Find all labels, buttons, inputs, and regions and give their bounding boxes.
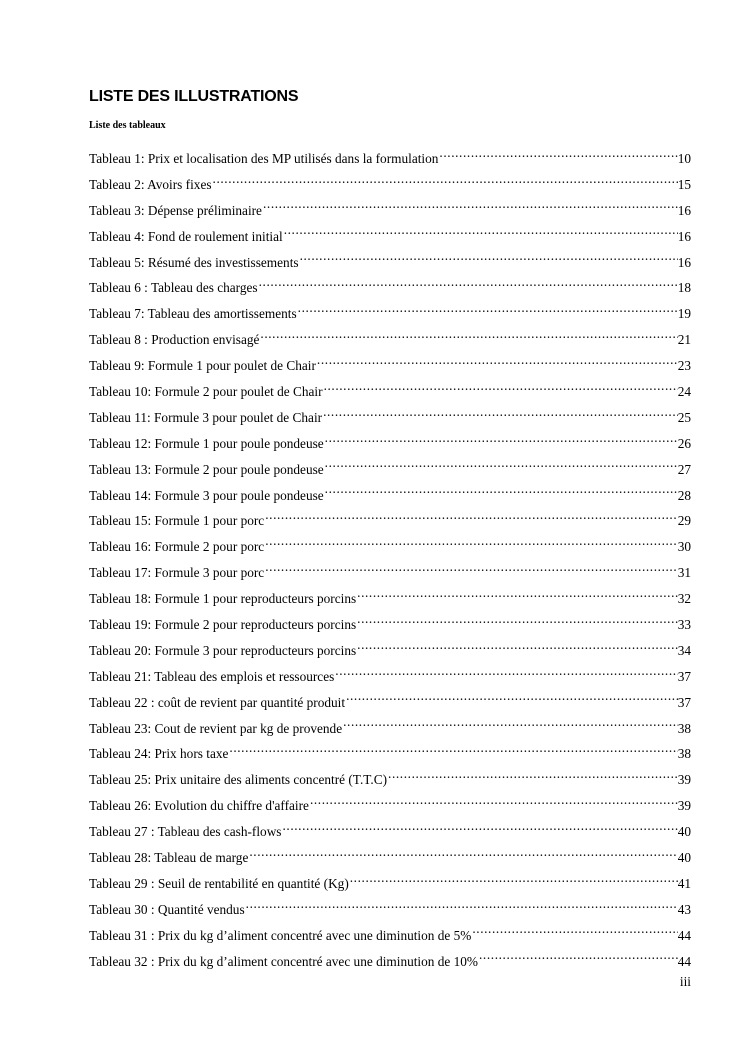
toc-entry-page: 38 [677,720,691,736]
toc-entry[interactable] [89,531,691,557]
toc-entry-page: 37 [677,694,691,710]
toc-entry-title: Tableau 24: Prix hors taxe [89,746,229,762]
toc-entry[interactable] [89,454,691,480]
dot-leader [316,350,678,370]
toc-entry-page: 41 [677,875,691,891]
dot-leader [334,661,677,681]
page-title: LISTE DES ILLUSTRATIONS [89,88,299,105]
toc-entry[interactable] [89,713,691,739]
toc-entry-page: 30 [677,539,691,555]
toc-entry-title: Tableau 3: Dépense préliminaire [89,202,262,218]
toc-entry[interactable] [89,143,691,169]
toc-entry[interactable] [89,350,691,376]
toc-entry[interactable] [89,298,691,324]
dot-leader [324,480,678,500]
toc-entry-title: Tableau 8 : Production envisagé [89,332,260,348]
toc-entry-page: 28 [677,487,691,503]
toc-entry-title: Tableau 18: Formule 1 pour reproducteurs porcins [89,591,357,607]
toc-entry-page: 31 [677,565,691,581]
toc-entry-page: 16 [677,228,691,244]
dot-leader [228,738,677,758]
toc-entry-title: Tableau 21: Tableau des emplois et ressources [89,668,335,684]
toc-entry-title: Tableau 15: Formule 1 pour porc [89,513,265,529]
toc-entry[interactable] [89,920,691,946]
toc-entry-title: Tableau 25: Prix unitaire des aliments concentré (T.T.C) [89,772,388,788]
toc-entry-page: 33 [677,617,691,633]
dot-leader [245,894,678,914]
toc-entry[interactable] [89,894,691,920]
toc-entry-page: 37 [677,668,691,684]
toc-entry-title: Tableau 13: Formule 2 pour poule pondeuse [89,461,324,477]
toc-entry-page: 34 [677,642,691,658]
toc-entry[interactable] [89,195,691,221]
toc-entry[interactable] [89,842,691,868]
toc-entry-title: Tableau 26: Evolution du chiffre d'affaire [89,798,309,814]
toc-entry-title: Tableau 6 : Tableau des charges [89,280,258,296]
toc-entry[interactable] [89,816,691,842]
toc-entry-page: 43 [677,901,691,917]
toc-entry[interactable] [89,946,691,972]
toc-entry[interactable] [89,428,691,454]
toc-entry-title: Tableau 11: Formule 3 pour poulet de Chair [89,409,323,425]
table-of-contents [89,143,691,972]
toc-entry[interactable] [89,505,691,531]
toc-entry[interactable] [89,583,691,609]
toc-entry-title: Tableau 19: Formule 2 pour reproducteurs porcins [89,617,357,633]
dot-leader [281,816,677,836]
toc-entry-page: 44 [677,927,691,943]
toc-entry-page: 10 [677,151,691,166]
toc-entry[interactable] [89,609,691,635]
dot-leader [322,402,678,422]
toc-entry-title: Tableau 4: Fond de roulement initial [89,228,283,244]
dot-leader [323,376,678,396]
toc-entry[interactable] [89,687,691,713]
toc-entry[interactable] [89,169,691,195]
toc-entry[interactable] [89,557,691,583]
dot-leader [283,221,678,241]
toc-entry-title: Tableau 16: Formule 2 pour porc [89,539,265,555]
toc-entry[interactable] [89,221,691,247]
toc-entry-title: Tableau 31 : Prix du kg d’aliment concentré avec une diminution de 5% [89,927,472,943]
toc-entry-title: Tableau 22 : coût de revient par quantité produit [89,694,346,710]
toc-entry-page: 40 [677,824,691,840]
page-number: iii [679,974,691,989]
toc-entry-page: 16 [677,202,691,218]
toc-entry[interactable] [89,480,691,506]
toc-entry[interactable] [89,247,691,273]
toc-entry-page: 24 [677,384,691,400]
toc-entry-title: Tableau 10: Formule 2 pour poulet de Chair [89,384,323,400]
dot-leader [259,324,677,344]
toc-entry-title: Tableau 27 : Tableau des cash-flows [89,824,282,840]
dot-leader [264,557,677,577]
dot-leader [356,635,678,655]
toc-entry-page: 21 [677,332,691,348]
dot-leader [258,272,678,292]
dot-leader [299,247,678,267]
toc-entry-page: 26 [677,435,691,451]
toc-entry-title: Tableau 7: Tableau des amortissements [89,306,297,322]
toc-entry[interactable] [89,635,691,661]
toc-entry[interactable] [89,376,691,402]
dot-leader [264,531,677,551]
toc-entry-title: Tableau 30 : Quantité vendus [89,901,245,917]
toc-entry-page: 18 [677,280,691,296]
dot-leader [264,505,677,525]
toc-entry[interactable] [89,790,691,816]
dot-leader [471,920,677,940]
toc-entry[interactable] [89,661,691,687]
toc-entry-page: 19 [677,306,691,322]
toc-entry-title: Tableau 32 : Prix du kg d’aliment concentré avec une diminution de 10% [89,953,478,969]
toc-entry[interactable] [89,272,691,298]
toc-entry-page: 25 [677,409,691,425]
dot-leader [324,454,678,474]
toc-entry-page: 16 [677,254,691,270]
toc-entry[interactable] [89,324,691,350]
dot-leader [309,790,678,810]
dot-leader [212,169,678,189]
dot-leader [478,946,678,966]
toc-entry-title: Tableau 29 : Seuil de rentabilité en quantité (Kg) [89,875,349,891]
dot-leader [438,143,677,163]
toc-entry-page: 44 [677,953,691,969]
toc-entry[interactable] [89,764,691,790]
toc-entry-page: 27 [677,461,691,477]
dot-leader [324,428,678,448]
section-title: Liste des tableaux [89,120,166,131]
toc-entry-page: 32 [677,591,691,607]
dot-leader [345,687,678,707]
dot-leader [297,298,678,318]
toc-entry-page: 23 [677,358,691,374]
toc-entry-title: Tableau 14: Formule 3 pour poule pondeuse [89,487,324,503]
toc-entry[interactable] [89,738,691,764]
toc-entry-page: 40 [677,850,691,866]
dot-leader [342,713,678,733]
toc-entry-title: Tableau 2: Avoirs fixes [89,176,212,192]
dot-leader [356,609,678,629]
toc-entry-title: Tableau 17: Formule 3 pour porc [89,565,265,581]
dot-leader [356,583,678,603]
toc-entry-page: 29 [677,513,691,529]
toc-entry-title: Tableau 1: Prix et localisation des MP utilisés dans la formulation [89,151,439,166]
toc-entry-title: Tableau 12: Formule 1 pour poule pondeuse [89,435,324,451]
toc-entry-title: Tableau 20: Formule 3 pour reproducteurs porcins [89,642,357,658]
toc-entry-title: Tableau 28: Tableau de marge [89,850,249,866]
toc-entry[interactable] [89,402,691,428]
toc-entry-title: Tableau 23: Cout de revient par kg de provende [89,720,343,736]
toc-entry-title: Tableau 5: Résumé des investissements [89,254,299,270]
dot-leader [262,195,678,215]
toc-entry-title: Tableau 9: Formule 1 pour poulet de Chair [89,358,316,374]
dot-leader [349,868,678,888]
dot-leader [248,842,677,862]
toc-entry-page: 39 [677,798,691,814]
toc-entry-page: 15 [677,176,691,192]
toc-entry-page: 38 [677,746,691,762]
toc-entry[interactable] [89,868,691,894]
toc-entry-page: 39 [677,772,691,788]
dot-leader [387,764,678,784]
